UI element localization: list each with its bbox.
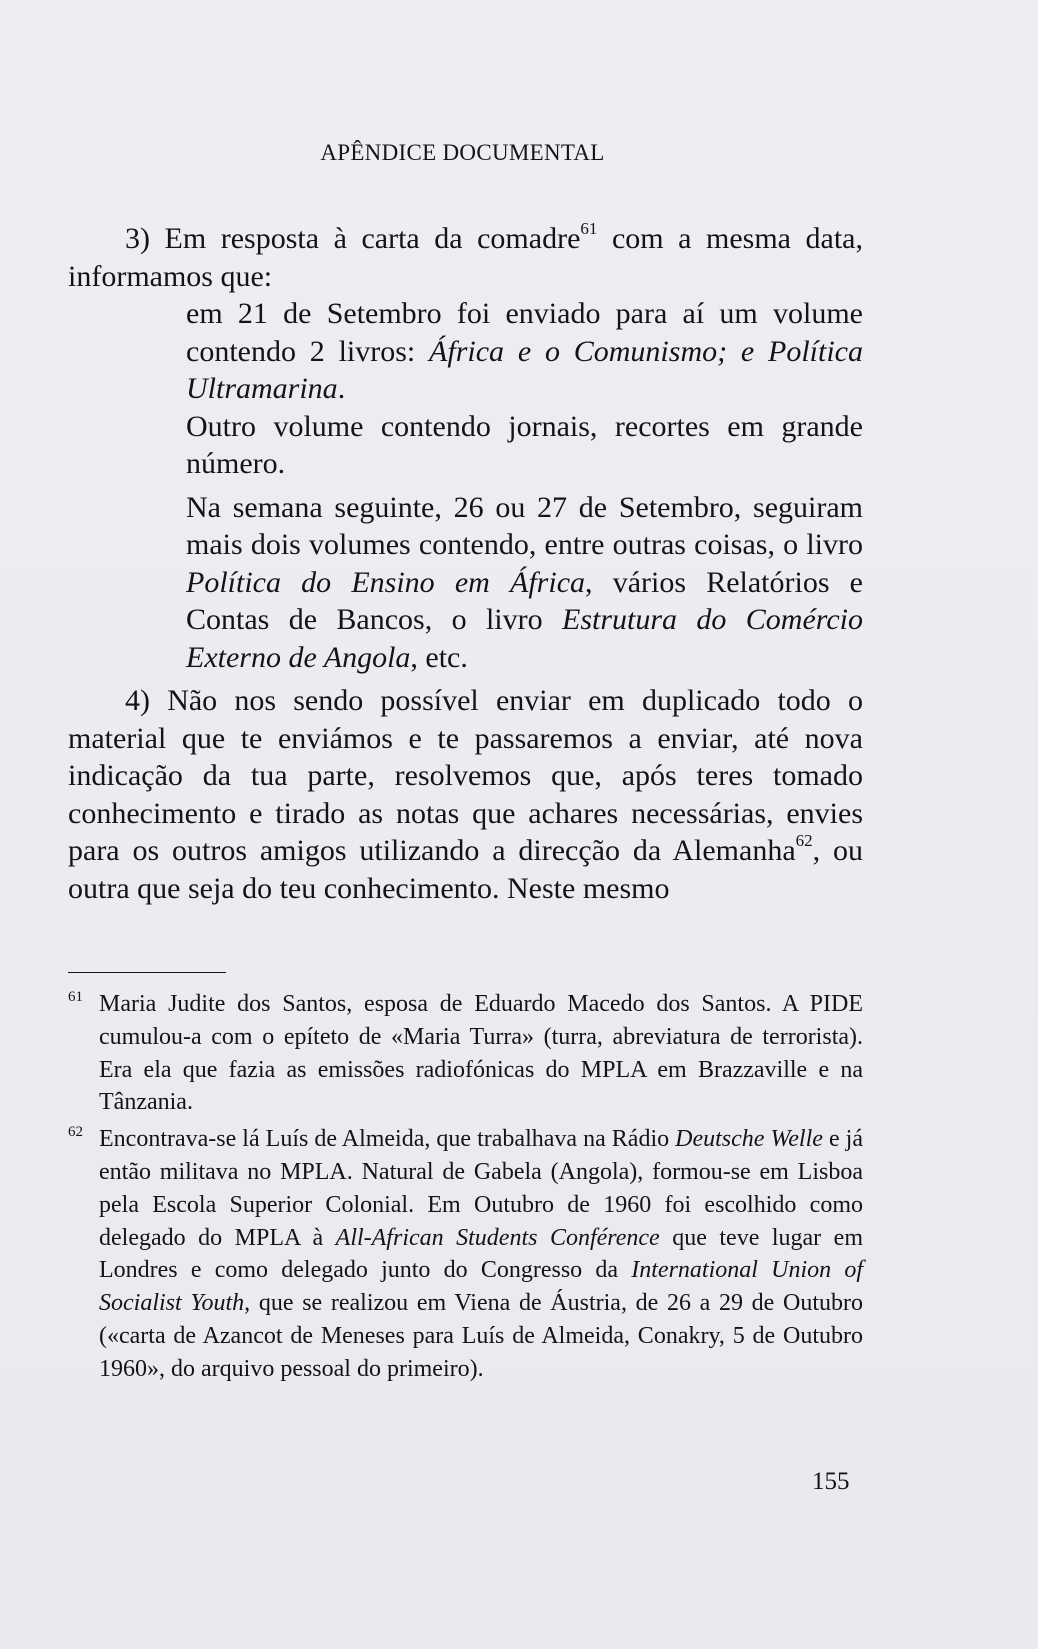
book-title-estrutura-comercio: Estrutura do Comércio Externo de Angola <box>186 603 863 674</box>
footnote-rule <box>68 972 226 973</box>
shipment-block-1: em 21 de Setembro foi enviado para aí um volume contendo 2 livros: África e o Comunismo; e Política Ultramarina. <box>186 297 863 405</box>
body-text <box>68 220 863 907</box>
book-title-politica-ensino: Política do Ensino em África <box>186 565 586 599</box>
footnotes <box>68 988 863 1386</box>
paragraph-4: 4) Não nos sendo possível enviar em duplicado todo o material que te enviámos e te passaremos a enviar, até nova indicação da tua parte, resolvemos que, após teres tomado conhecimento e tirado as notas que achares necessárias, envies para os outros amigos utilizando a direcção da Alemanha$^{62}$, ou outra que seja do teu conhecimento. Neste mesmo <box>68 684 863 905</box>
book-titles-1: África e o Comunismo; e Política Ultramarina <box>186 334 863 405</box>
running-header: APÊNDICE DOCUMENTAL <box>320 140 605 165</box>
footnote-61 <box>68 988 863 1119</box>
shipment-block-3: Na semana seguinte, 26 ou 27 de Setembro, seguiram mais dois volumes contendo, entre outras coisas, o livro Política do Ensino em África, vários Relatórios e Contas de Bancos, o livro Estrutura do Comércio Externo de Angola, etc. <box>186 490 863 674</box>
paragraph-3 <box>68 220 863 295</box>
organization-name: International Union of Socialist Youth <box>99 1257 863 1317</box>
page-number: 155 <box>812 1468 850 1495</box>
footnote-61-number: 61 <box>68 989 83 1005</box>
radio-name: Deutsche Welle <box>675 1126 823 1153</box>
paragraph-3-lead: 3) Em resposta à carta da comadre <box>125 222 581 255</box>
footnote-ref-61: 61 <box>580 219 598 238</box>
shipment-block-2: Outro volume contendo jornais, recortes em grande número. <box>186 409 863 480</box>
footnote-61-text: Maria Judite dos Santos, esposa de Eduardo Macedo dos Santos. A PIDE cumulou-a com o epíteto de «Maria Turra» (turra, abreviatura de terrorista). Era ela que fazia as emissões radiofónicas do MPLA em Brazzaville e na Tânzania. <box>99 991 863 1116</box>
footnote-62: 62 Encontrava-se lá Luís de Almeida, que trabalhava na Rádio Deutsche Welle e já então militava no MPLA. Natural de Gabela (Angola), formou-se em Lisboa pela Escola Superior Colonial. Em Outubro de 1960 foi escolhido como delegado do MPLA à All-African Students Conférence que teve lugar em Londres e como delegado junto do Congresso da International Union of Socialist Youth, que se realizou em Viena de Áustria, de 26 a 29 de Outubro («carta de Azancot de Meneses para Luís de Almeida, Conakry, 5 de Outubro 1960», do arquivo pessoal do primeiro). <box>68 1123 863 1385</box>
conference-name: All-African Students Conférence <box>335 1224 660 1251</box>
footnote-62-number: 62 <box>68 1124 83 1141</box>
footnote-ref-62: 62 <box>795 831 813 850</box>
paragraph-3-rest: com a mesma data, informamos que: <box>68 222 863 293</box>
